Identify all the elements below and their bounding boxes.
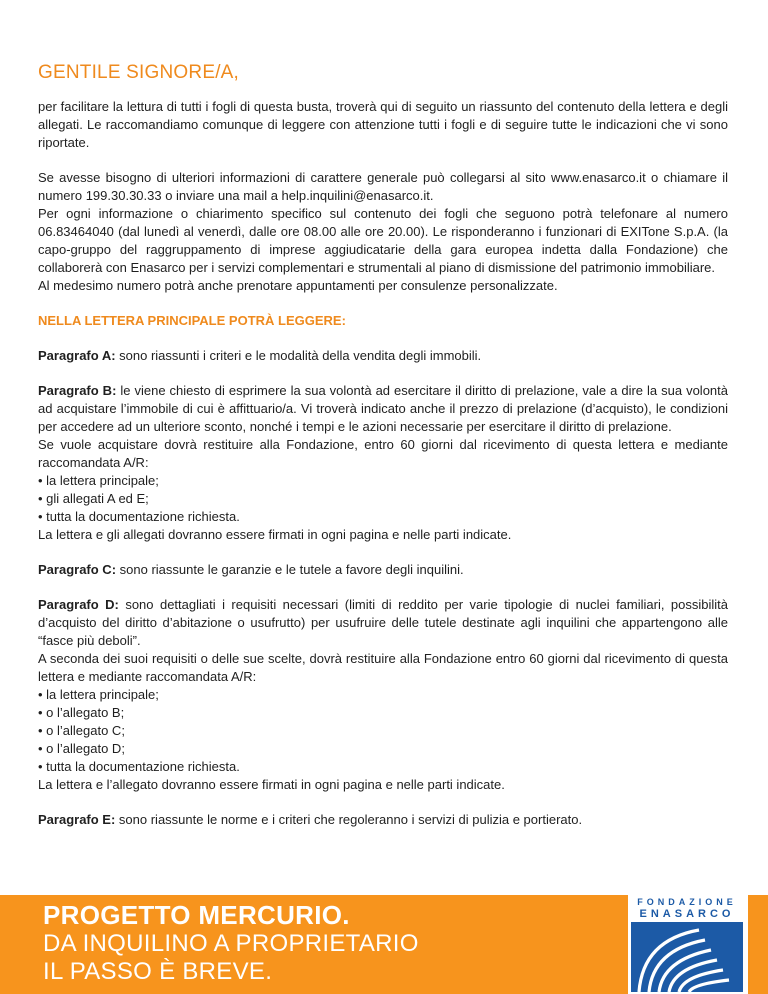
paragraph-c-text: sono riassunte le garanzie e le tutele a favore degli inquilini. bbox=[116, 562, 464, 577]
paragraph-d-text: sono dettagliati i requisiti necessari (limiti di reddito per varie tipologie di nuclei familiari, possibilità d’acquisto del diritto d’abitazione o usufrutto) per usufruire delle tutele destinate agli inquilini che appartengono alle “fasce più deboli”. bbox=[38, 597, 729, 648]
footer-line-2: DA INQUILINO A PROPRIETARIO bbox=[43, 930, 419, 957]
logo-word-enasarco: ENASARCO bbox=[639, 908, 735, 920]
paragraph-b-text2: Se vuole acquistare dovrà restituire alla Fondazione, entro 60 giorni dal ricevimento di questa lettera e mediante raccomandata A/R: bbox=[38, 437, 728, 470]
list-item: • o l’allegato D; bbox=[38, 741, 125, 756]
paragraph-c-label: Paragrafo C: bbox=[38, 562, 117, 577]
list-item: • o l’allegato C; bbox=[38, 723, 125, 738]
paragraph-a-label: Paragrafo A: bbox=[38, 348, 116, 363]
list-item: • tutta la documentazione richiesta. bbox=[38, 509, 240, 524]
paragraph-b bbox=[38, 382, 728, 436]
enasarco-logo-icon bbox=[631, 922, 743, 992]
intro-paragraph-1: per facilitare la lettura di tutti i fogli di questa busta, troverà qui di seguito un riassunto del contenuto della lettera e degli allegati. Le raccomandiamo comunque di leggere con attenzione tutti i fogli e di seguire tutte le indicazioni che vi sono riportate. bbox=[38, 99, 728, 150]
salutation: GENTILE SIGNORE/A, bbox=[38, 62, 240, 83]
section-title: NELLA LETTERA PRINCIPALE POTRÀ LEGGERE: bbox=[38, 313, 346, 328]
list-item: • tutta la documentazione richiesta. bbox=[38, 759, 240, 774]
paragraph-a bbox=[38, 347, 728, 365]
list-item: • o l’allegato B; bbox=[38, 705, 125, 720]
intro-paragraph-3: Per ogni informazione o chiarimento specifico sul contenuto dei fogli che seguono potrà telefonare al numero 06.83464040 (dal lunedì al venerdì, dalle ore 08.00 alle ore 20.00). Le risponderanno i funzionari di EXITone S.p.A. (la capo-gruppo del raggruppamento di imprese aggiudicatarie della gara europea indetta dalla Fondazione) che collaborerà con Enasarco per i servizi complementari e strumentali al piano di dismissione del patrimonio immobiliare. bbox=[38, 206, 728, 275]
paragraph-b-closing: La lettera e gli allegati dovranno essere firmati in ogni pagina e nelle parti indicate. bbox=[38, 527, 512, 542]
paragraph-e-label: Paragrafo E: bbox=[38, 812, 116, 827]
footer-line-3: IL PASSO È BREVE. bbox=[43, 958, 273, 985]
paragraph-d-label: Paragrafo D: bbox=[38, 597, 119, 612]
footer-slogan bbox=[43, 900, 419, 986]
paragraph-d bbox=[38, 596, 728, 650]
paragraph-b-text: le viene chiesto di esprimere la sua volontà ad esercitare il diritto di prelazione, vale a dire la sua volontà ad acquistare l’immobile di cui è affittuario/a. Vi troverà indicato anche il prezzo di prelazione (d’acquisto), le condizioni per accedere ad un ulteriore sconto, nonché i tempi e le azioni necessarie per esercitare il diritto di prelazione. bbox=[38, 383, 728, 434]
letter-body bbox=[38, 62, 728, 829]
list-item: • gli allegati A ed E; bbox=[38, 491, 149, 506]
intro-paragraph-4: Al medesimo numero potrà anche prenotare appuntamenti per consulenze personalizzate. bbox=[38, 278, 558, 293]
paragraph-e-text: sono riassunte le norme e i criteri che regoleranno i servizi di pulizia e portierato. bbox=[115, 812, 583, 827]
paragraph-d-closing: La lettera e l’allegato dovranno essere firmati in ogni pagina e nelle parti indicate. bbox=[38, 777, 505, 792]
footer-line-1: PROGETTO MERCURIO. bbox=[43, 900, 350, 930]
paragraph-a-text: sono riassunti i criteri e le modalità della vendita degli immobili. bbox=[115, 348, 482, 363]
paragraph-e bbox=[38, 811, 728, 829]
intro-paragraph-2: Se avesse bisogno di ulteriori informazioni di carattere generale può collegarsi al sito www.enasarco.it o chiamare il numero 199.30.30.33 o inviare una mail a help.inquilini@enasarco.it. bbox=[38, 170, 728, 203]
list-item: • la lettera principale; bbox=[38, 687, 159, 702]
paragraph-c bbox=[38, 561, 728, 579]
list-item: • la lettera principale; bbox=[38, 473, 159, 488]
logo-word-fondazione: FONDAZIONE bbox=[637, 897, 737, 907]
paragraph-d-text2: A seconda dei suoi requisiti o delle sue scelte, dovrà restituire alla Fondazione entro 60 giorni dal ricevimento di questa lettera e mediante raccomandata A/R: bbox=[38, 651, 728, 684]
paragraph-b-label: Paragrafo B: bbox=[38, 383, 117, 398]
